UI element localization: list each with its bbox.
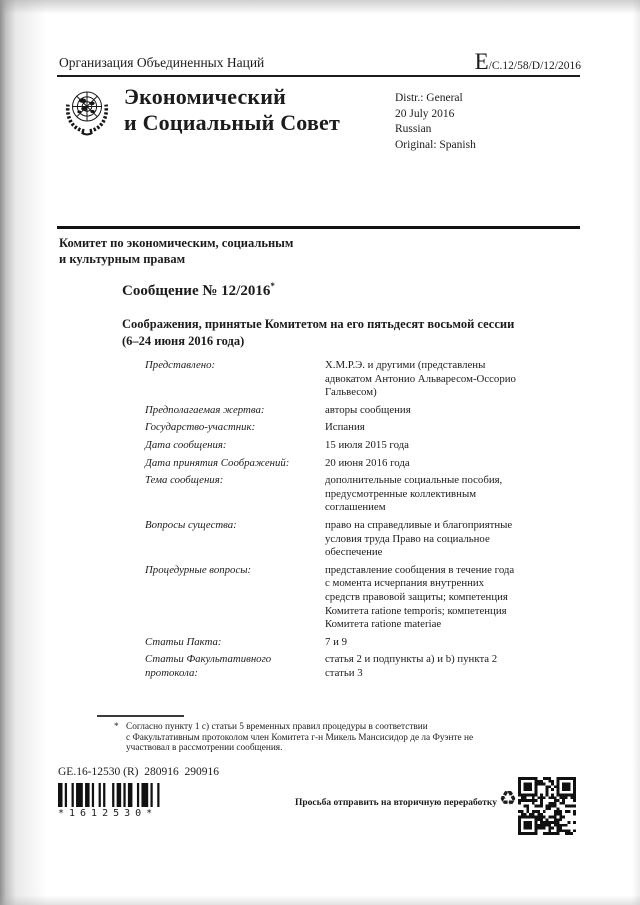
barcode-label: *1612530* (58, 808, 158, 819)
communication-title-text: Сообщение № 12/2016 (122, 283, 271, 299)
row-value: Х.М.Р.Э. и другими (представлены адвокатом Антонио Альваресом-Оссорио Гальвесом) (325, 359, 516, 399)
document-title-line1: Экономический (124, 84, 287, 109)
table-row (145, 404, 517, 418)
row-label: Дата принятия Соображений: (145, 456, 290, 469)
row-label: Вопросы существа: (145, 518, 237, 531)
communication-subtitle: Соображения, принятые Комитетом на его пятьдесят восьмой сессии (6–24 июня 2016 года) (122, 317, 515, 348)
row-value: дополнительные социальные пособия, предусмотренные коллективным соглашением (325, 474, 503, 514)
section-rule (57, 226, 580, 229)
row-label: Предполагаемая жертва: (145, 403, 265, 416)
recycle-icon: ♻ (499, 786, 517, 810)
communication-title (122, 281, 275, 300)
row-value: право на справедливые и благоприятные условия труда Право на социальное обеспечение (325, 518, 513, 559)
doc-symbol-number: /C.12/58/D/12/2016 (488, 60, 581, 72)
distribution-block (395, 91, 476, 153)
row-value: 20 июня 2016 года (325, 456, 410, 469)
header-rule (57, 75, 580, 77)
table-row (145, 421, 517, 435)
row-value: Испания (325, 421, 365, 434)
committee-name-line1: Комитет по экономическим, социальным (59, 236, 294, 250)
doc-symbol-letter: E (474, 49, 489, 74)
ge-number: GE.16-12530 (R) 280916 290916 (58, 766, 219, 778)
row-value: 7 и 9 (325, 635, 347, 648)
row-label: Государство-участник: (145, 421, 256, 434)
table-row (145, 564, 517, 632)
row-value: 15 июля 2015 года (325, 438, 409, 451)
org-name: Организация Объединенных Наций (59, 55, 265, 70)
table-row (145, 653, 517, 680)
row-value: статья 2 и подпункты a) и b) пункта 2 статьи 3 (325, 653, 498, 679)
table-row (145, 474, 517, 515)
footnote-text: Согласно пункту 1 с) статьи 5 временных правил процедуры в соответствии с Факультативным протоколом член Комитета г-н Микель Мансисидор де ла Фуэнте не участвовал в рассмотрении сообщения. (126, 722, 474, 754)
row-label: Статьи Пакта: (145, 635, 222, 648)
footnote (112, 722, 478, 754)
footnote-marker-ref: * (270, 281, 275, 291)
footnote-marker: * (114, 722, 119, 732)
table-row (145, 359, 517, 400)
barcode-icon (58, 783, 164, 807)
table-row (145, 636, 517, 650)
committee-name (59, 235, 293, 267)
recycle-note: Просьба отправить на вторичную переработку (295, 798, 497, 808)
qr-code-icon (518, 777, 576, 835)
case-details-table (145, 359, 517, 684)
table-row (145, 519, 517, 560)
document-title-line2: и Социальный Совет (124, 110, 341, 135)
distr-line: Russian (395, 123, 432, 135)
un-emblem-icon (58, 82, 116, 140)
table-row (145, 457, 517, 471)
doc-symbol (475, 49, 581, 75)
committee-name-line2: и культурным правам (59, 252, 186, 266)
row-label: Дата сообщения: (145, 438, 227, 451)
footnote-rule (97, 715, 184, 717)
row-label: Статьи Факультативного протокола: (145, 653, 272, 679)
document-title (124, 84, 340, 136)
row-value: авторы сообщения (325, 403, 411, 416)
row-label: Процедурные вопросы: (145, 563, 252, 576)
row-label: Представлено: (145, 359, 216, 371)
distr-line: Distr.: General (395, 92, 463, 104)
table-row (145, 439, 517, 453)
row-label: Тема сообщения: (145, 474, 224, 487)
distr-line: Original: Spanish (395, 138, 476, 151)
row-value: представление сообщения в течение года с момента исчерпания внутренних средств правовой защиты; компетенция Комитета ratione temporis; компетенция Комитета ratione materiae (325, 563, 515, 631)
distr-line: 20 July 2016 (395, 107, 455, 120)
